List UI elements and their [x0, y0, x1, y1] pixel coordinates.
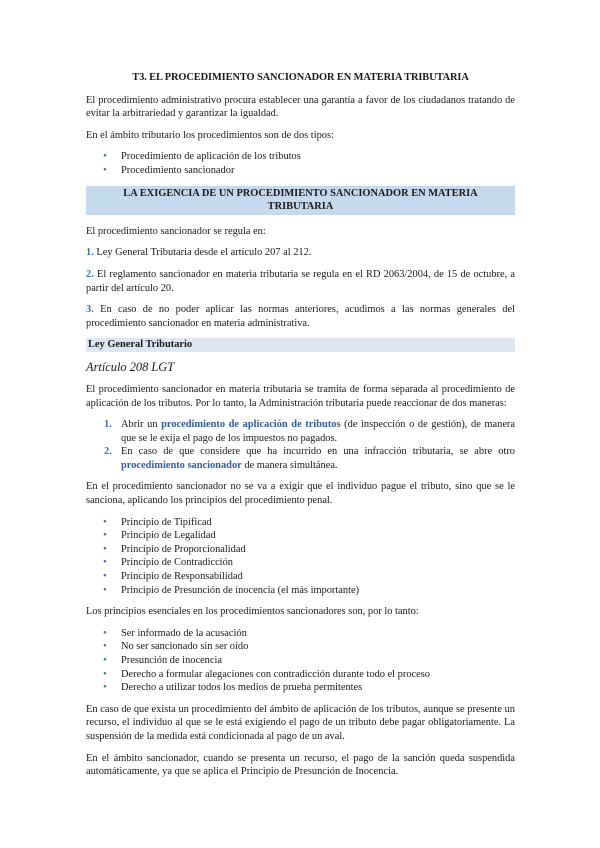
list-item: • Procedimiento de aplicación de los tributos	[86, 150, 515, 164]
way-text: Abrir un	[121, 419, 162, 431]
way-text: de manera simultánea.	[241, 459, 338, 471]
intro-paragraph: El procedimiento administrativo procura establecer una garantía a favor de los ciudadanos tratando de evitar la arbitrariedad y garantizar la igualdad.	[86, 94, 515, 120]
principles-list	[86, 516, 515, 598]
way-text: (de inspección o de gestión), de manera que se le exija el pago de los impuestos no pagados.	[121, 419, 515, 444]
list-item: • Derecho a formular alegaciones con contradicción durante todo el proceso	[86, 668, 515, 682]
page-title: T3. EL PROCEDIMIENTO SANCIONADOR EN MATERIA TRIBUTARIA	[132, 72, 469, 83]
list-item: • No ser sancionado sin ser oído	[86, 640, 515, 654]
types-intro: En el ámbito tributario los procedimientos son de dos tipos:	[86, 129, 334, 141]
list-item: • Principio de Proporcionalidad	[86, 543, 515, 557]
ways-list	[86, 418, 515, 472]
way-text: En caso de que considere que ha incurrido en una infracción tributaria, se abre otro	[121, 446, 515, 458]
document-page	[86, 71, 515, 779]
article-heading: Artículo 208 LGT	[86, 359, 175, 374]
list-item: • Principio de Responsabilidad	[86, 570, 515, 584]
highlight-term: procedimiento sancionador	[121, 459, 242, 471]
regulation-text: En caso de no poder aplicar las normas anteriores, acudimos a las normas generales del procedimiento sancionador en materia administrativa.	[86, 304, 515, 329]
regulation-item	[86, 246, 515, 260]
list-item	[86, 445, 515, 472]
essential-intro: Los principios esenciales en los procedimientos sancionadores son, por lo tanto:	[86, 606, 419, 618]
highlight-term: procedimiento de aplicación de tributos	[161, 419, 341, 431]
list-item: • Derecho a utilizar todos los medios de prueba permitentes	[86, 681, 515, 695]
regulation-number: 1.	[86, 247, 94, 259]
procedure-types-list	[86, 150, 515, 177]
regulation-number: 2.	[86, 268, 94, 280]
regulation-item	[86, 268, 515, 295]
subheading: Ley General Tributario	[86, 338, 515, 352]
list-number: 1.	[104, 419, 112, 431]
list-item: • Ser informado de la acusación	[86, 627, 515, 641]
list-item	[86, 418, 515, 445]
list-item: • Principio de Tipificad	[86, 516, 515, 530]
regulation-text: El reglamento sancionador en materia tributaria se regula en el RD 2063/2004, de 15 de octubre, a partir del artículo 20.	[86, 268, 515, 294]
list-item: • Principio de Contradicción	[86, 556, 515, 570]
section-heading: LA EXIGENCIA DE UN PROCEDIMIENTO SANCIONADOR EN MATERIA TRIBUTARIA	[86, 186, 515, 215]
regulation-number: 3.	[86, 304, 94, 316]
list-number: 2.	[104, 446, 112, 458]
closing-paragraph: En el ámbito sancionador, cuando se presenta un recurso, el pago de la sanción queda suspendida automáticamente, ya que se aplica el Principio de Presunción de Inocencia.	[86, 752, 515, 778]
closing-paragraph: En caso de que exista un procedimiento del ámbito de aplicación de los tributos, aunque se presente un recurso, el individuo al que se le está exigiendo el pago de un tributo debe pagar obligatoriamente. La suspensión de la medida está condicionada al pago de un aval.	[86, 703, 515, 742]
list-item: • Principio de Legalidad	[86, 529, 515, 543]
regulation-text: Ley General Tributaria desde el artículo 207 al 212.	[96, 247, 312, 259]
essentials-list	[86, 627, 515, 695]
list-item: • Principio de Presunción de inocencia (el más importante)	[86, 584, 515, 598]
regulated-intro: El procedimiento sancionador se regula en:	[86, 225, 266, 237]
list-item: • Procedimiento sancionador	[86, 164, 515, 178]
article-paragraph: El procedimiento sancionador en materia tributaria se tramita de forma separada al procedimiento de aplicación de los tributos. Por lo tanto, la Administración tributaria puede reaccionar de dos maneras:	[86, 383, 515, 409]
list-item: • Presunción de inocencia	[86, 654, 515, 668]
sanction-paragraph: En el procedimiento sancionador no se va a exigir que el individuo pague el tributo, sino que se le sanciona, aplicando los principios del procedimiento penal.	[86, 481, 515, 507]
regulation-item	[86, 303, 515, 330]
